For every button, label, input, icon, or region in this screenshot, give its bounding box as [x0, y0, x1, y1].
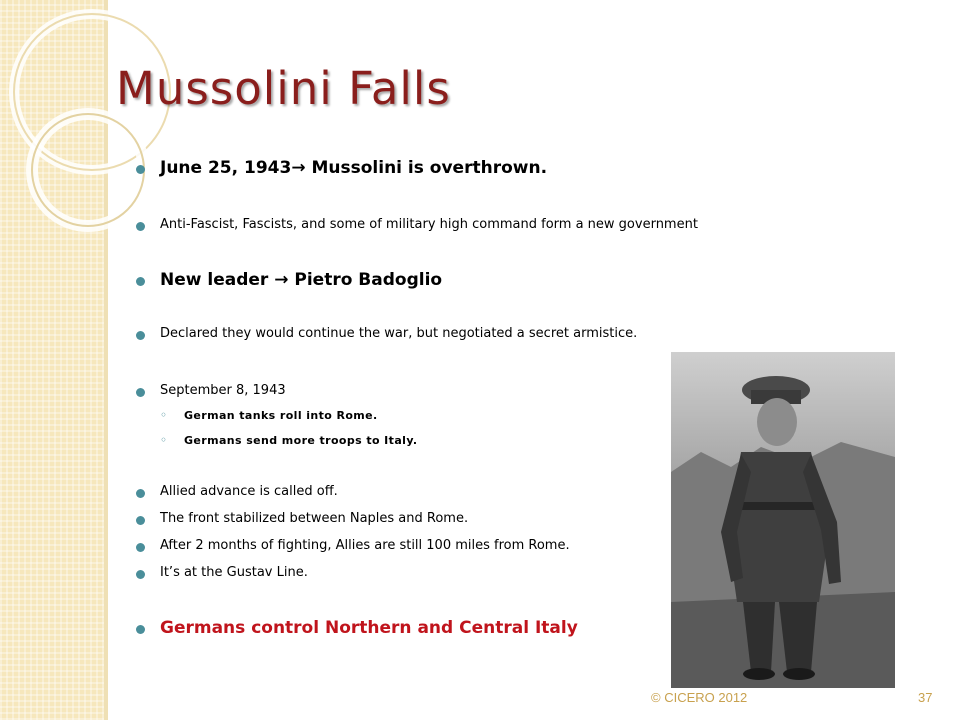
footer-page-number: 37	[918, 690, 933, 705]
bullet-dot-icon	[136, 543, 145, 552]
sub-bullet-text: Germans send more troops to Italy.	[184, 434, 418, 447]
bullet-text: Allied advance is called off.	[160, 484, 338, 499]
bullet-text-highlight: Germans control Northern and Central Italy	[160, 618, 578, 638]
bullet-text: The front stabilized between Naples and Rome.	[160, 511, 469, 526]
bullet-dot-icon	[136, 625, 145, 634]
sub-bullet-icon: ◦	[160, 408, 168, 422]
bullet-text: June 25, 1943→ Mussolini is overthrown.	[160, 158, 548, 178]
sub-bullet-icon: ◦	[160, 433, 168, 447]
bullet-text: New leader → Pietro Badoglio	[160, 270, 443, 290]
footer-copyright: © CICERO 2012	[651, 690, 748, 705]
bullet-dot-icon	[136, 516, 145, 525]
bullet-text: Declared they would continue the war, but negotiated a secret armistice.	[160, 326, 638, 341]
sub-bullet-text: German tanks roll into Rome.	[184, 409, 378, 422]
bullet-dot-icon	[136, 222, 145, 231]
bullet-dot-icon	[136, 165, 145, 174]
officer-photo-illustration	[671, 352, 895, 688]
bullet-text: Anti-Fascist, Fascists, and some of military high command form a new government	[160, 217, 698, 232]
slide-title: Mussolini Falls	[116, 62, 451, 115]
bullet-text: September 8, 1943	[160, 383, 286, 398]
bullet-text: It’s at the Gustav Line.	[160, 565, 308, 580]
bullet-text: After 2 months of fighting, Allies are still 100 miles from Rome.	[160, 538, 570, 553]
bullet-dot-icon	[136, 277, 145, 286]
bullet-dot-icon	[136, 570, 145, 579]
bullet-dot-icon	[136, 331, 145, 340]
officer-photo	[671, 352, 895, 688]
bullet-dot-icon	[136, 388, 145, 397]
bullet-dot-icon	[136, 489, 145, 498]
